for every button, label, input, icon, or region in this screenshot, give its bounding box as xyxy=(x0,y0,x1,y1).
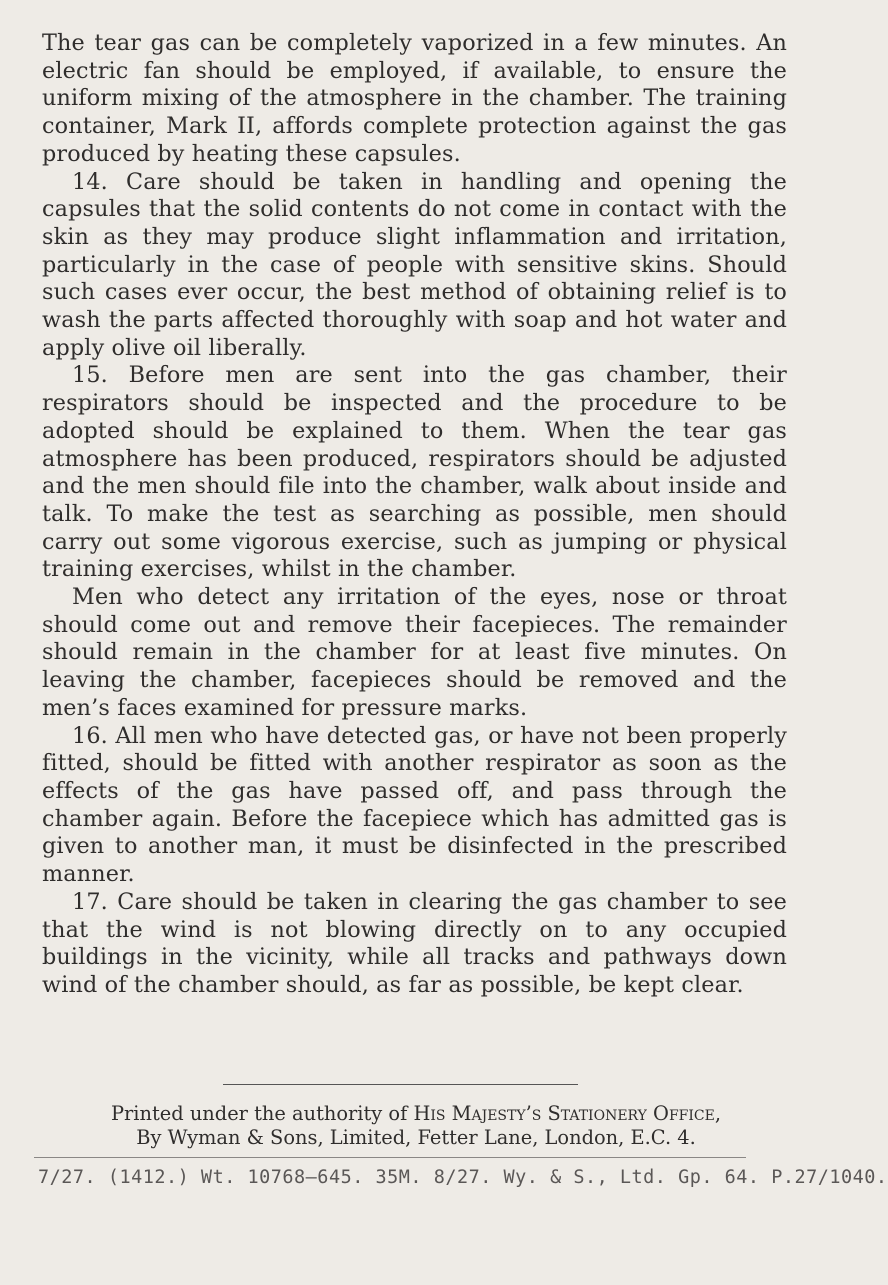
paragraph-13-continued: The tear gas can be completely vaporized in a few minutes. An electric fan should be employed, if available, to ensure the uniform mixing of the atmosphere in the chamber. The training container, Mark II, affords complete protection against the gas produced by heating these capsules. xyxy=(42,30,787,167)
section-divider xyxy=(223,1084,578,1085)
footer-divider xyxy=(34,1157,746,1158)
paragraph-15: 15. Before men are sent into the gas chamber, their respirators should be inspected and the procedure to be adopted should be explained to them. When the tear gas atmosphere has been produced, respirators should be adjusted and the men should file into the chamber, walk about inside and talk. To make the test as searching as possible, men should carry out some vigorous exercise, such as jumping or physical training exercises, whilst in the chamber. xyxy=(42,362,787,583)
imprint-prefix: Printed under the authority of xyxy=(110,1102,414,1125)
paragraph-15-b: Men who detect any irritation of the eyes, nose or throat should come out and remove their facepieces. The remainder should remain in the chamber for at least five minutes. On leaving the chamber, facepieces should be removed and the men’s faces examined for pressure marks. xyxy=(42,584,787,721)
printer-imprint xyxy=(76,1102,756,1149)
body-text xyxy=(42,0,787,1000)
paragraph-16: 16. All men who have detected gas, or have not been properly fitted, should be fitted with another respirator as soon as the effects of the gas have passed off, and pass through the chamber again. Before the facepiece which has admitted gas is given to another man, it must be disinfected in the prescribed manner. xyxy=(42,722,787,888)
imprint-line-2: By Wyman & Sons, Limited, Fetter Lane, London, E.C. 4. xyxy=(136,1125,696,1149)
printer-code: 7/27. (1412.) Wt. 10768—645. 35M. 8/27. Wy. & S., Ltd. Gp. 64. P.27/1040. xyxy=(38,1167,888,1188)
imprint-line-1 xyxy=(76,1102,756,1126)
paragraph-17: 17. Care should be taken in clearing the gas chamber to see that the wind is not blowing directly on to any occupied buildings in the vicinity, while all tracks and pathways down wind of the chamber should, as far as possible, be kept clear. xyxy=(42,888,787,998)
paragraph-14: 14. Care should be taken in handling and opening the capsules that the solid contents do not come in contact with the skin as they may produce slight inflammation and irritation, particularly in the case of people with sensitive skins. Should such cases ever occur, the best method of obtaining relief is to wash the parts affected thoroughly with soap and hot water and apply olive oil liberally. xyxy=(42,168,787,361)
imprint-authority: His Majesty’s Stationery Office, xyxy=(413,1102,722,1125)
